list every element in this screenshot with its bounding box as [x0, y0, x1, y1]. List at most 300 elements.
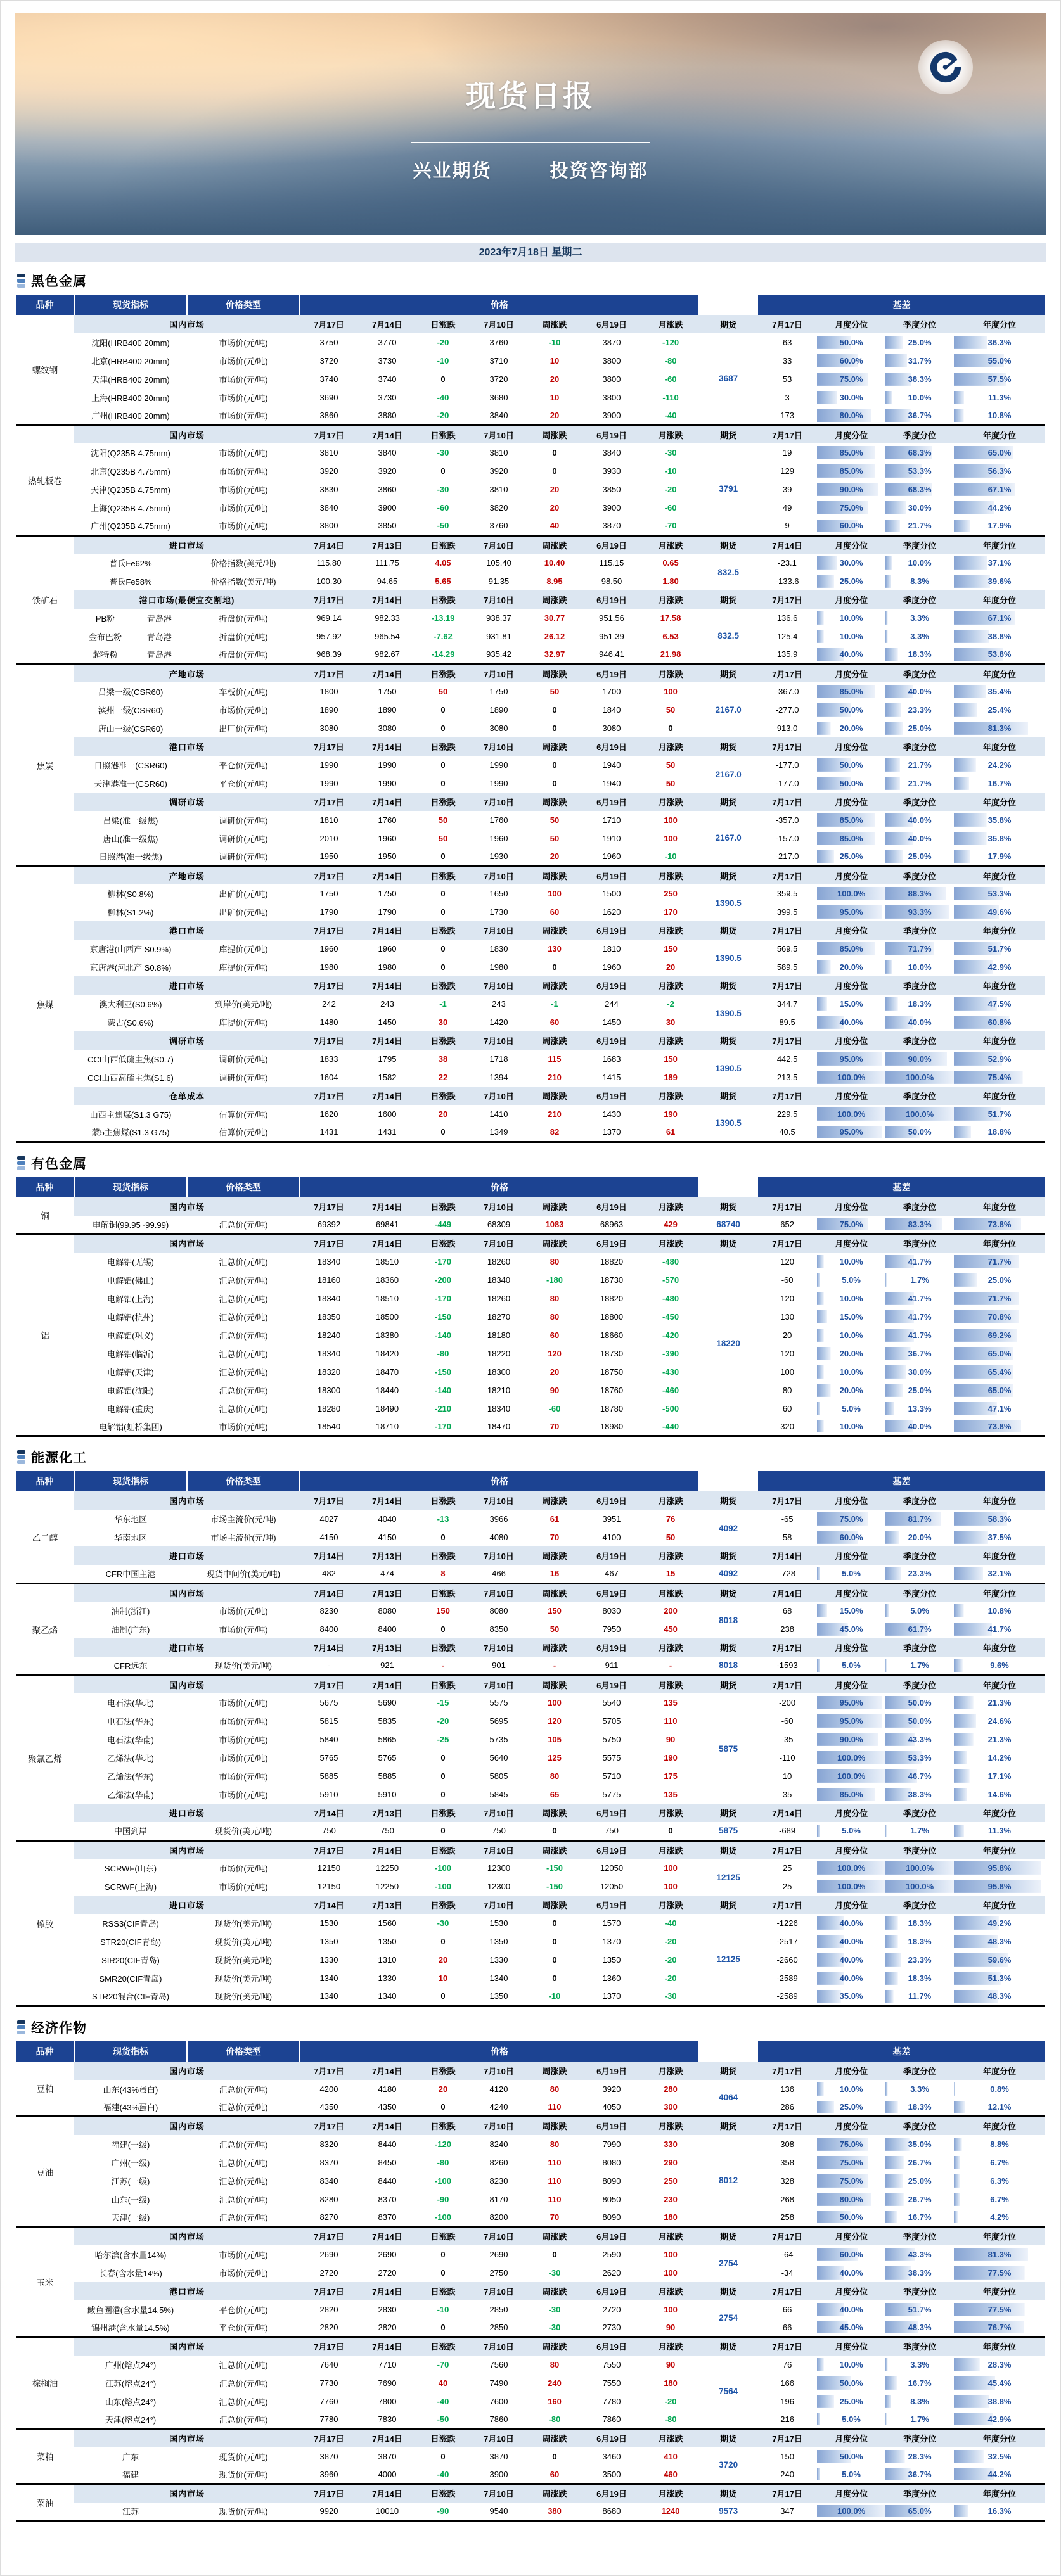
price-cell: 3920	[602, 2084, 621, 2094]
date-header-cell: 7月10日	[470, 425, 528, 443]
price-cell: 18420	[375, 1348, 399, 1358]
percentile-cell: 47.5%	[954, 995, 1045, 1013]
price-type-cell: 估算价(元/吨)	[219, 1110, 268, 1119]
price-type-cell: 平仓价(元/吨)	[219, 2305, 268, 2315]
price-cell: 3080	[489, 724, 508, 733]
percentile-cell: 5.0%	[817, 2466, 885, 2484]
futures-cell: 68740	[716, 1219, 740, 1229]
change-cell: 150	[548, 1606, 562, 1616]
table-row	[16, 517, 1045, 535]
date-header-cell: 日涨跌	[416, 2227, 470, 2245]
date-header-cell: 7月17日	[300, 1031, 358, 1050]
price-cell: 18220	[487, 1348, 511, 1358]
price-cell: 10010	[375, 2506, 399, 2516]
variety-cell: 菜油	[16, 2484, 74, 2521]
date-header-cell: 7月10日	[470, 1087, 528, 1105]
date-header-cell: 7月14日	[358, 1197, 416, 1216]
basis-date-header-cell: 7月17日	[757, 1087, 817, 1105]
price-cell: 8350	[489, 1624, 508, 1634]
indicator-cell: STR20混合(CIF青岛)	[91, 1992, 170, 2002]
percentile-cell: 73.8%	[954, 1216, 1045, 1234]
price-cell: 18280	[317, 1403, 341, 1413]
price-cell: 243	[492, 999, 506, 1009]
date-header-cell: 7月10日	[470, 2227, 528, 2245]
basis-date-header-cell: 7月17日	[757, 1234, 817, 1253]
price-cell: 5840	[319, 1735, 338, 1744]
price-cell: 8050	[602, 2194, 621, 2204]
change-cell: -460	[662, 1385, 679, 1395]
date-header-cell: 7月17日	[300, 315, 358, 333]
section-bullet-icon	[17, 1450, 25, 1464]
date-header-cell: 6月19日	[581, 793, 642, 811]
date-header-cell: 7月14日	[358, 1840, 416, 1859]
date-header-cell: 7月14日	[358, 1087, 416, 1105]
price-cell: 1930	[489, 851, 508, 862]
percentile-header-cell: 季度分位	[885, 2117, 954, 2135]
percentile-cell: 42.9%	[954, 2411, 1045, 2429]
change-cell: 100	[664, 815, 678, 825]
market-label-cell: 进口市场	[74, 1546, 300, 1565]
change-cell: 15	[666, 1569, 676, 1579]
price-type-cell: 市场价(元/吨)	[219, 338, 268, 348]
futures-header-cell: 期货	[699, 2117, 757, 2135]
percentile-header-cell: 月度分位	[817, 921, 885, 940]
date-header-cell: 日涨跌	[416, 921, 470, 940]
date-header-cell: 周涨跌	[528, 1197, 581, 1216]
percentile-cell: 100.0%	[817, 1105, 885, 1123]
date-header-cell: 周涨跌	[528, 590, 581, 609]
indicator-cell: 哈尔滨(含水量14%)	[94, 2250, 167, 2260]
percentile-header-cell: 季度分位	[885, 1583, 954, 1602]
price-cell: 1360	[602, 1973, 621, 1983]
table-row	[16, 811, 1045, 829]
header-gap-cell	[699, 295, 757, 315]
change-cell: 20	[550, 1367, 560, 1377]
percentile-cell: 10.0%	[817, 1418, 885, 1436]
price-type-cell: 汇总价(元/吨)	[219, 1367, 268, 1377]
change-cell: 100	[548, 1698, 562, 1707]
date-header-cell: 6月19日	[581, 2429, 642, 2447]
percentile-cell: 85.0%	[817, 811, 885, 829]
percentile-header-cell: 年度分位	[954, 1031, 1045, 1050]
date-header-cell: 周涨跌	[528, 1546, 581, 1565]
basis-date-header-cell: 7月17日	[757, 2062, 817, 2080]
date-bar: 2023年7月18日 星期二	[15, 243, 1046, 262]
change-cell: 190	[664, 1753, 678, 1763]
basis-cell: 39	[782, 485, 792, 494]
change-cell: -10	[437, 356, 449, 366]
price-cell: 1530	[319, 1918, 338, 1928]
price-cell: 4080	[489, 1533, 508, 1542]
price-cell: 2010	[319, 834, 338, 843]
change-cell: -40	[437, 2469, 449, 2479]
price-cell: 1450	[602, 1017, 621, 1027]
futures-header-cell: 期货	[699, 2429, 757, 2447]
date-header-cell: 周涨跌	[528, 664, 581, 682]
price-cell: 3840	[489, 411, 508, 421]
change-cell: 60	[550, 1017, 560, 1027]
date-header-cell: 月涨跌	[642, 921, 699, 940]
price-cell: 3966	[489, 1514, 508, 1524]
futures-header-cell: 期货	[699, 2062, 757, 2080]
date-header-cell: 周涨跌	[528, 1675, 581, 1693]
date-header-cell: 月涨跌	[642, 2282, 699, 2300]
date-header-cell: 7月17日	[300, 793, 358, 811]
basis-cell: 229.5	[776, 1109, 798, 1119]
price-cell: 1980	[489, 962, 508, 972]
price-type-cell: 市场价(元/吨)	[219, 1699, 268, 1708]
date-header-cell: 7月14日	[358, 921, 416, 940]
percentile-header-cell: 月度分位	[817, 2484, 885, 2503]
basis-cell: 136.6	[776, 613, 798, 623]
change-cell: 0	[440, 705, 446, 715]
basis-date-header-cell: 7月17日	[757, 866, 817, 884]
table-row	[16, 940, 1045, 958]
change-cell: -100	[434, 2212, 452, 2222]
percentile-cell: 41.7%	[885, 1326, 954, 1344]
basis-cell: 442.5	[776, 1054, 798, 1064]
price-cell: 1990	[378, 760, 397, 770]
percentile-cell: 10.0%	[817, 2080, 885, 2098]
date-header-cell: 7月14日	[358, 2227, 416, 2245]
price-cell: 474	[380, 1569, 394, 1579]
market-label-cell: 仓单成本	[74, 1087, 300, 1105]
date-header-cell: 7月10日	[470, 2337, 528, 2356]
price-cell: 1350	[378, 1937, 397, 1946]
change-cell: -480	[662, 1256, 679, 1266]
price-type-cell: 估算价(元/吨)	[219, 1128, 268, 1138]
date-header-cell: 7月10日	[470, 1840, 528, 1859]
variety-cell: 玉米	[16, 2227, 74, 2337]
price-cell: 8400	[319, 1624, 338, 1634]
header-gap-cell	[699, 1177, 757, 1197]
percentile-header-cell: 季度分位	[885, 425, 954, 443]
indicator-cell: 电石法(华北)	[107, 1699, 154, 1708]
percentile-cell: 10.8%	[954, 407, 1045, 425]
date-header-cell: 7月17日	[300, 921, 358, 940]
basis-date-header-cell: 7月17日	[757, 1896, 817, 1914]
price-cell: 3770	[378, 338, 397, 347]
price-cell: 68963	[600, 1219, 624, 1229]
price-cell: 7800	[378, 2396, 397, 2406]
percentile-header-cell: 季度分位	[885, 1234, 954, 1253]
date-header-cell: 7月17日	[300, 2337, 358, 2356]
price-cell: 1480	[319, 1017, 338, 1027]
indicator-cell: 北京(Q235B 4.75mm)	[91, 467, 170, 476]
basis-cell: 10	[782, 1771, 792, 1781]
date-header-cell: 月涨跌	[642, 737, 699, 756]
indicator-cell: 电解铝(天津)	[107, 1367, 154, 1377]
market-label-cell: 国内市场	[74, 2429, 300, 2447]
price-cell: 2620	[602, 2267, 621, 2278]
price-type-cell: 价格指数(美元/吨)	[210, 559, 276, 568]
percentile-cell: 5.0%	[885, 1602, 954, 1620]
indicator-cell: CCI山西高硫主焦(S1.6)	[87, 1073, 174, 1083]
change-cell: -20	[437, 411, 449, 421]
change-cell: 60	[550, 1330, 560, 1340]
change-cell: 0.65	[662, 558, 679, 568]
price-cell: 3760	[489, 521, 508, 531]
table-row	[16, 756, 1045, 774]
indicator-cell: STR20(CIF青岛)	[100, 1937, 162, 1947]
basis-cell: 913.0	[776, 724, 798, 733]
price-cell: 3710	[489, 356, 508, 366]
price-cell: 3870	[489, 2451, 508, 2461]
date-header-cell: 6月19日	[581, 590, 642, 609]
date-header-cell: 日涨跌	[416, 2062, 470, 2080]
basis-cell: 9	[785, 521, 790, 531]
market-label-cell: 国内市场	[74, 1840, 300, 1859]
price-type-cell: 现货价(美元/吨)	[214, 1992, 273, 2002]
percentile-cell: 45.4%	[954, 2374, 1045, 2392]
percentile-cell: 25.0%	[817, 2392, 885, 2411]
change-cell: -10	[664, 851, 677, 862]
price-cell: 968.39	[316, 649, 342, 660]
table-row	[16, 884, 1045, 903]
basis-cell: 3	[785, 393, 790, 402]
change-cell: -140	[434, 1385, 452, 1395]
market-label-cell: 国内市场	[74, 315, 300, 333]
percentile-header-cell: 季度分位	[885, 921, 954, 940]
indicator-cell: 江苏(熔点24°)	[105, 2378, 157, 2388]
percentile-cell: 10.0%	[817, 2356, 885, 2374]
indicator-cell: 北京(HRB400 20mm)	[91, 357, 170, 366]
date-header-cell: 周涨跌	[528, 315, 581, 333]
section-title-text: 能源化工	[31, 1451, 87, 1465]
variety-cell: 菜粕	[16, 2429, 74, 2484]
indicator-cell: 上海(Q235B 4.75mm)	[91, 504, 170, 513]
price-cell: 2830	[378, 2304, 397, 2314]
price-type-cell: 汇总价(元/吨)	[219, 1404, 268, 1414]
percentile-cell: 41.7%	[885, 1289, 954, 1308]
change-cell: 429	[664, 1219, 678, 1229]
percentile-header-cell: 年度分位	[954, 2227, 1045, 2245]
basis-cell: -2589	[776, 1973, 798, 1983]
price-type-cell: 汇总价(元/吨)	[219, 2084, 268, 2095]
percentile-header-cell: 月度分位	[817, 2062, 885, 2080]
percentile-cell: 49.6%	[954, 903, 1045, 921]
percentile-cell: 4.2%	[954, 2209, 1045, 2227]
price-cell: 1560	[378, 1918, 397, 1928]
change-cell: 50	[666, 1533, 676, 1542]
change-cell: 0	[440, 1991, 446, 2001]
percentile-cell: 75.0%	[817, 370, 885, 388]
price-cell: 1960	[489, 834, 508, 843]
price-cell: 2820	[378, 2322, 397, 2332]
percentile-cell: 65.4%	[954, 1363, 1045, 1381]
percentile-cell: 16.7%	[954, 774, 1045, 793]
price-cell: 2590	[602, 2249, 621, 2259]
variety-cell: 螺纹钢	[16, 315, 74, 425]
table-row	[16, 1767, 1045, 1785]
date-header-cell: 6月19日	[581, 1638, 642, 1657]
market-label-cell: 国内市场	[74, 2227, 300, 2245]
change-cell: -20	[664, 2396, 677, 2406]
change-cell: -70	[437, 2359, 449, 2369]
percentile-header-cell: 年度分位	[954, 2117, 1045, 2135]
market-label-cell: 港口市场	[74, 2282, 300, 2300]
date-header-cell: 7月17日	[300, 1840, 358, 1859]
indicator-cell: 福建(一级)	[111, 2139, 150, 2150]
percentile-header-cell: 年度分位	[954, 1087, 1045, 1105]
change-cell: 8	[440, 1569, 446, 1579]
change-cell: 0	[440, 1771, 446, 1781]
price-type-cell: 出厂价(元/吨)	[219, 724, 268, 734]
price-cell: 8030	[602, 1606, 621, 1616]
price-cell: 8450	[378, 2157, 397, 2167]
basis-cell: -177.0	[775, 760, 799, 770]
price-cell: 9920	[319, 2506, 338, 2516]
percentile-header-cell: 季度分位	[885, 793, 954, 811]
price-cell: 18160	[317, 1275, 341, 1285]
percentile-cell: 50.0%	[817, 701, 885, 719]
change-cell: 150	[664, 944, 678, 953]
percentile-header-cell: 年度分位	[954, 2282, 1045, 2300]
indicator-cell: SMR20(CIF青岛)	[99, 1974, 162, 1984]
price-cell: 2720	[378, 2267, 397, 2278]
basis-cell: 240	[780, 2469, 794, 2479]
change-cell: 0	[552, 760, 557, 770]
change-cell: -1	[551, 999, 558, 1009]
futures-header-cell: 期货	[699, 1840, 757, 1859]
date-header-cell: 周涨跌	[528, 2337, 581, 2356]
price-cell: 8080	[489, 1606, 508, 1616]
futures-header-cell: 期货	[699, 1896, 757, 1914]
market-label-cell: 调研市场	[74, 793, 300, 811]
price-type-cell: 市场价(元/吨)	[219, 1625, 268, 1635]
basis-cell: -60	[781, 1275, 794, 1285]
percentile-header-cell: 季度分位	[885, 1031, 954, 1050]
market-subheader-row	[16, 1491, 1045, 1510]
price-cell: 18510	[375, 1293, 399, 1303]
basis-cell: -2589	[776, 1991, 798, 2001]
price-header: 价格	[300, 295, 699, 315]
percentile-cell: 35.0%	[817, 1987, 885, 2006]
change-cell: -20	[437, 1716, 449, 1726]
price-cell: 3080	[378, 724, 397, 733]
date-header-cell: 7月14日	[358, 590, 416, 609]
date-header-cell: 月涨跌	[642, 2062, 699, 2080]
indicator-cell: RSS3(CIF青岛)	[102, 1919, 159, 1929]
percentile-cell: 25.0%	[885, 719, 954, 737]
indicator-cell: 吕梁(准一级焦)	[103, 816, 158, 826]
variety-cell: 乙二醇	[16, 1491, 74, 1583]
change-cell: 0	[552, 705, 557, 715]
date-header-cell: 日涨跌	[416, 1234, 470, 1253]
futures-cell: 2754	[719, 2313, 738, 2323]
percentile-cell: 23.3%	[885, 701, 954, 719]
percentile-header-cell: 月度分位	[817, 2117, 885, 2135]
percentile-cell: 77.5%	[954, 2264, 1045, 2282]
percentile-header-cell: 年度分位	[954, 664, 1045, 682]
change-cell: 0	[552, 2451, 557, 2461]
price-type-cell: 调研价(元/吨)	[219, 816, 268, 826]
change-cell: -10	[548, 1991, 561, 2001]
table-row	[16, 2153, 1045, 2172]
basis-cell: 120	[780, 1348, 794, 1358]
change-cell: 1.80	[662, 577, 679, 586]
price-cell: 1349	[489, 1127, 508, 1137]
date-header-cell: 月涨跌	[642, 1197, 699, 1216]
price-cell: 1980	[378, 962, 397, 972]
price-cell: 750	[492, 1826, 506, 1836]
percentile-cell: 41.7%	[954, 1620, 1045, 1638]
price-cell: 8320	[319, 2139, 338, 2149]
date-header-cell: 7月14日	[358, 976, 416, 995]
date-header-cell: 日涨跌	[416, 1804, 470, 1822]
date-header-cell: 日涨跌	[416, 2117, 470, 2135]
change-cell: 0	[552, 1937, 557, 1946]
price-cell: 5835	[378, 1716, 397, 1726]
basis-cell: -65	[781, 1514, 794, 1524]
basis-date-header-cell: 7月17日	[757, 1840, 817, 1859]
change-cell: 6.53	[662, 632, 679, 641]
price-type-cell: 库提价(元/吨)	[219, 945, 268, 954]
basis-cell: 120	[780, 1293, 794, 1303]
date-header-cell: 7月14日	[358, 2282, 416, 2300]
date-header-cell: 7月10日	[470, 1896, 528, 1914]
futures-header-cell: 期货	[699, 1546, 757, 1565]
price-type-cell: 市场价(元/吨)	[219, 1607, 268, 1616]
date-header-cell: 7月13日	[358, 1804, 416, 1822]
price-cell: 4150	[319, 1533, 338, 1542]
futures-cell: 8012	[719, 2175, 738, 2185]
percentile-cell: 21.7%	[885, 774, 954, 793]
price-cell: 5575	[489, 1698, 508, 1707]
date-header-cell: 月涨跌	[642, 1638, 699, 1657]
date-header-cell: 月涨跌	[642, 1896, 699, 1914]
change-cell: 50	[438, 815, 448, 825]
percentile-header-cell: 季度分位	[885, 2337, 954, 2356]
percentile-cell: 60.8%	[954, 1013, 1045, 1031]
percentile-cell: 13.3%	[885, 1400, 954, 1418]
date-header-cell: 周涨跌	[528, 2429, 581, 2447]
indicator-cell: 锦州港(含水量14.5%)	[91, 2323, 170, 2333]
price-cell: 935.42	[486, 649, 511, 660]
date-header-cell: 月涨跌	[642, 2117, 699, 2135]
header-banner	[15, 13, 1046, 235]
date-header-cell: 7月10日	[470, 315, 528, 333]
price-cell: 7690	[378, 2378, 397, 2388]
change-cell: -25	[437, 1735, 449, 1744]
percentile-header-cell: 月度分位	[817, 1234, 885, 1253]
indicator-cell: 乙烯法(华东)	[107, 1772, 154, 1782]
table-row	[16, 388, 1045, 407]
price-type-header: 价格类型	[187, 2041, 300, 2062]
percentile-cell: 95.0%	[817, 1123, 885, 1142]
change-cell: -20	[437, 338, 449, 347]
market-subheader-row	[16, 1675, 1045, 1693]
price-cell: 2820	[319, 2304, 338, 2314]
percentile-cell: 18.8%	[954, 1123, 1045, 1142]
futures-cell: 8018	[719, 1661, 738, 1671]
percentile-cell: 38.8%	[954, 2392, 1045, 2411]
date-header-cell: 6月19日	[581, 1491, 642, 1510]
price-type-cell: 库提价(元/吨)	[219, 1018, 268, 1028]
futures-header-cell: 期货	[699, 976, 757, 995]
basis-cell: 358	[780, 2157, 794, 2167]
percentile-header-cell: 月度分位	[817, 664, 885, 682]
change-cell: 115	[548, 1054, 562, 1064]
date-header-cell: 7月14日	[358, 2117, 416, 2135]
change-cell: 4.05	[435, 558, 451, 568]
percentile-cell: 17.9%	[954, 848, 1045, 866]
date-header-cell: 6月19日	[581, 866, 642, 884]
market-label-cell: 港口市场	[74, 921, 300, 940]
percentile-header-cell: 月度分位	[817, 425, 885, 443]
price-type-cell: 出矿价(元/吨)	[219, 908, 268, 917]
date-header-cell: 周涨跌	[528, 1491, 581, 1510]
